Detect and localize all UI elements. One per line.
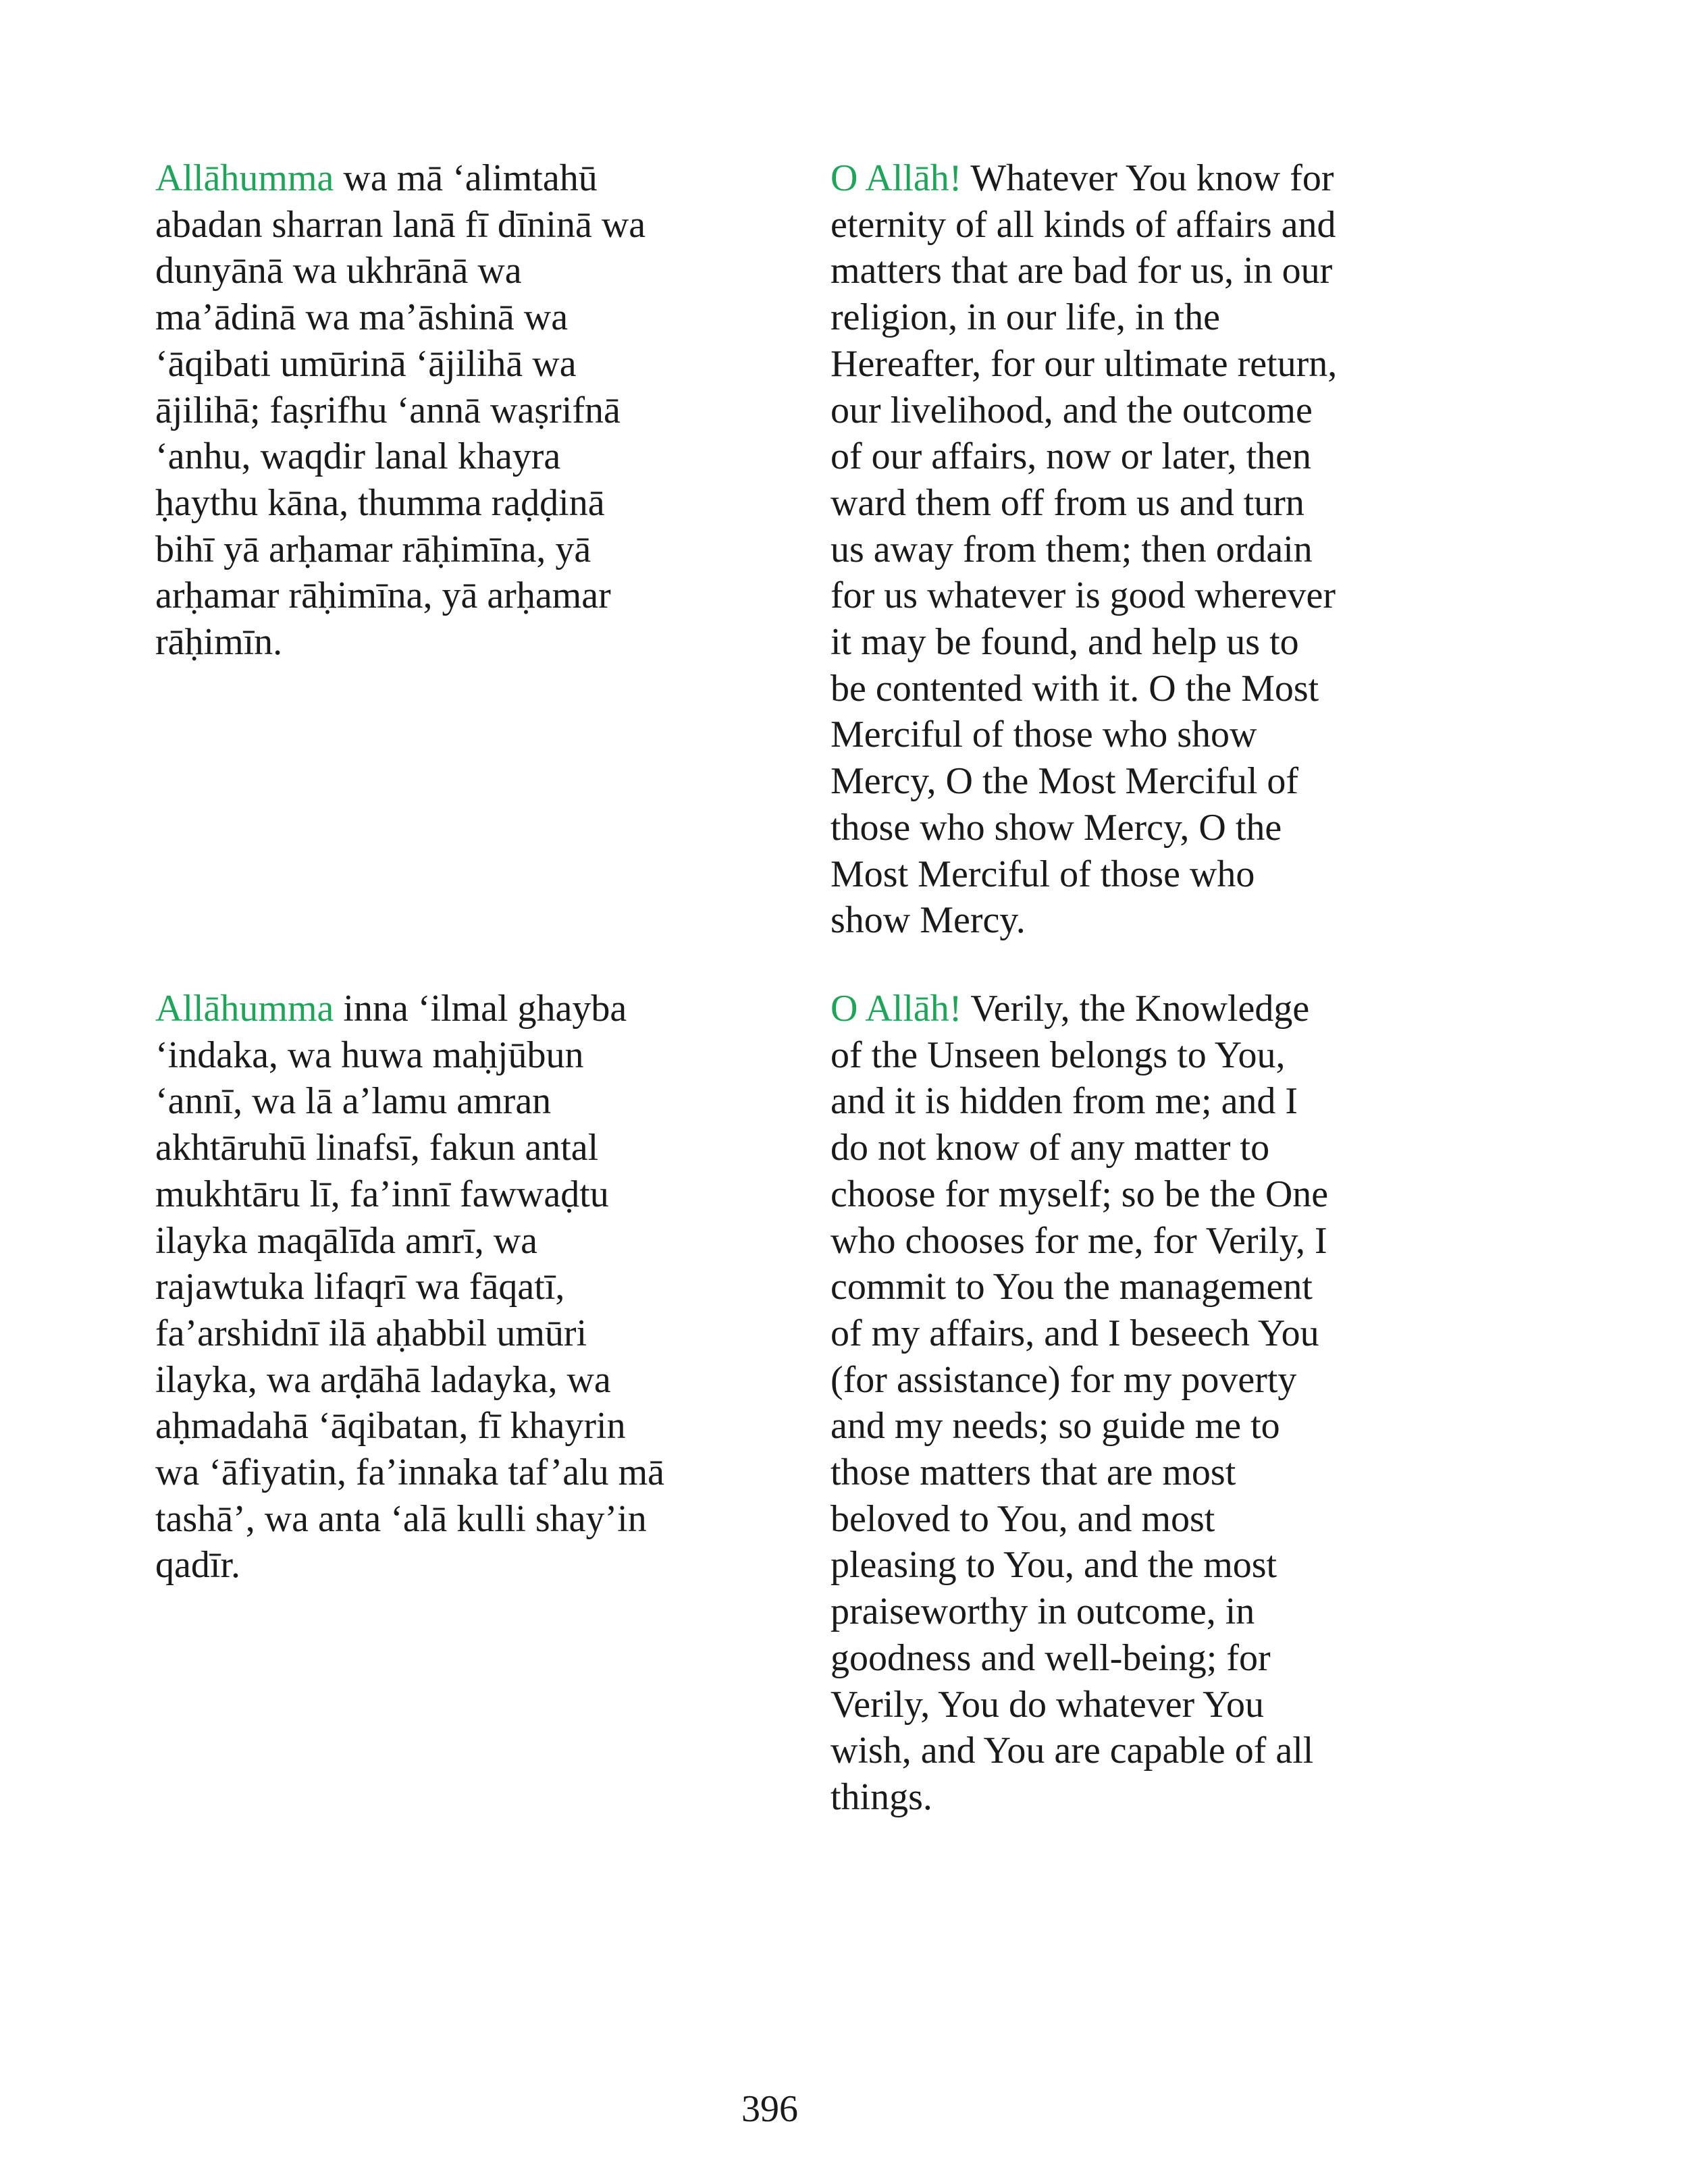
translation-line: for us whatever is good wherever bbox=[830, 575, 1336, 617]
transliteration-line: qadīr. bbox=[155, 1544, 240, 1587]
translation-line: wish, and You are capable of all bbox=[830, 1730, 1314, 1772]
transliteration-line: fa’arshidnī ilā aḥabbil umūri bbox=[155, 1312, 587, 1354]
translation-line: matters that are bad for us, in our bbox=[830, 250, 1333, 292]
transliteration-line: ḥaythu kāna, thumma raḍḍinā bbox=[155, 481, 605, 524]
translation-line: our livelihood, and the outcome bbox=[830, 389, 1313, 431]
transliteration-line: ājilihā; faṣrifhu ‘annā waṣrifnā bbox=[155, 389, 621, 431]
dua-2-translation bbox=[830, 986, 1438, 1821]
transliteration-line: rāḥimīn. bbox=[155, 621, 283, 664]
invocation-allahumma: Allāhumma bbox=[155, 988, 334, 1030]
translation-line: religion, in our life, in the bbox=[830, 296, 1220, 339]
transliteration-line: rajawtuka lifaqrī wa fāqatī, bbox=[155, 1266, 565, 1308]
transliteration-line: ‘indaka, wa huwa maḥjūbun bbox=[155, 1034, 584, 1076]
translation-line: of the Unseen belongs to You, bbox=[830, 1034, 1286, 1076]
transliteration-line: tashā’, wa anta ‘alā kulli shay’in bbox=[155, 1497, 647, 1540]
transliteration-line: akhtāruhū linafsī, fakun antal bbox=[155, 1127, 599, 1169]
transliteration-line: arḥamar rāḥimīna, yā arḥamar bbox=[155, 575, 611, 617]
translation-line: pleasing to You, and the most bbox=[830, 1544, 1277, 1587]
translation-line: beloved to You, and most bbox=[830, 1497, 1215, 1540]
dua-2-translation-line-1: O Allāh! Verily, the Knowledge bbox=[830, 988, 1310, 1030]
translation-line: commit to You the management bbox=[830, 1266, 1313, 1308]
transliteration-line: ilayka, wa arḍāhā ladayka, wa bbox=[155, 1358, 611, 1401]
translation-line: us away from them; then ordain bbox=[830, 528, 1313, 570]
translation-line: those matters that are most bbox=[830, 1451, 1236, 1494]
translation-line: praiseworthy in outcome, in bbox=[830, 1591, 1255, 1633]
transliteration-line: wa ‘āfiyatin, fa’innaka taf’alu mā bbox=[155, 1451, 665, 1494]
translation-line: (for assistance) for my poverty bbox=[830, 1358, 1297, 1401]
translation-line: it may be found, and help us to bbox=[830, 621, 1299, 664]
transliteration-line: ‘anhu, waqdir lanal khayra bbox=[155, 435, 561, 478]
translation-line: of our affairs, now or later, then bbox=[830, 435, 1312, 478]
transliteration-line: bihī yā arḥamar rāḥimīna, yā bbox=[155, 528, 591, 570]
dua-1-translation bbox=[830, 155, 1438, 944]
invocation-o-allah: O Allāh! bbox=[830, 157, 962, 199]
transliteration-line: abadan sharran lanā fī dīninā wa bbox=[155, 203, 646, 246]
transliteration-line: ‘annī, wa lā a’lamu amran bbox=[155, 1080, 552, 1123]
translation-line: be contented with it. O the Most bbox=[830, 667, 1319, 710]
translation-line: things. bbox=[830, 1776, 932, 1818]
dua-1-transliteration-line-1: Allāhumma wa mā ‘alimtahū bbox=[155, 157, 598, 199]
dua-1-transliteration bbox=[155, 155, 763, 666]
page-number: 396 bbox=[741, 2088, 798, 2130]
translation-line: of my affairs, and I beseech You bbox=[830, 1312, 1319, 1354]
dua-2-transliteration bbox=[155, 986, 763, 1589]
translation-line: and it is hidden from me; and I bbox=[830, 1080, 1298, 1123]
translation-line: eternity of all kinds of affairs and bbox=[830, 203, 1336, 246]
translation-line: who chooses for me, for Verily, I bbox=[830, 1219, 1327, 1262]
transliteration-line: ma’ādinā wa ma’āshinā wa bbox=[155, 296, 569, 339]
translation-line: Verily, You do whatever You bbox=[830, 1683, 1264, 1726]
invocation-o-allah: O Allāh! bbox=[830, 988, 962, 1030]
translation-line: Merciful of those who show bbox=[830, 714, 1257, 756]
translation-line: goodness and well-being; for bbox=[830, 1636, 1271, 1679]
translation-line: those who show Mercy, O the bbox=[830, 806, 1282, 849]
transliteration-line: aḥmadahā ‘āqibatan, fī khayrin bbox=[155, 1405, 626, 1447]
transliteration-line: ilayka maqālīda amrī, wa bbox=[155, 1219, 537, 1262]
translation-line: and my needs; so guide me to bbox=[830, 1405, 1280, 1447]
invocation-allahumma: Allāhumma bbox=[155, 157, 334, 199]
translation-line: Mercy, O the Most Merciful of bbox=[830, 760, 1299, 803]
transliteration-line: dunyānā wa ukhrānā wa bbox=[155, 250, 522, 292]
transliteration-line: mukhtāru lī, fa’innī fawwaḍtu bbox=[155, 1173, 609, 1215]
dua-1-translation-line-1: O Allāh! Whatever You know for bbox=[830, 157, 1334, 199]
translation-line: show Mercy. bbox=[830, 899, 1026, 942]
translation-line: choose for myself; so be the One bbox=[830, 1173, 1329, 1215]
translation-line: Most Merciful of those who bbox=[830, 853, 1255, 895]
transliteration-line: ‘āqibati umūrinā ‘ājilihā wa bbox=[155, 342, 577, 385]
translation-line: Hereafter, for our ultimate return, bbox=[830, 342, 1338, 385]
translation-line: ward them off from us and turn bbox=[830, 481, 1304, 524]
translation-line: do not know of any matter to bbox=[830, 1127, 1270, 1169]
dua-2-transliteration-line-1: Allāhumma inna ‘ilmal ghayba bbox=[155, 988, 627, 1030]
